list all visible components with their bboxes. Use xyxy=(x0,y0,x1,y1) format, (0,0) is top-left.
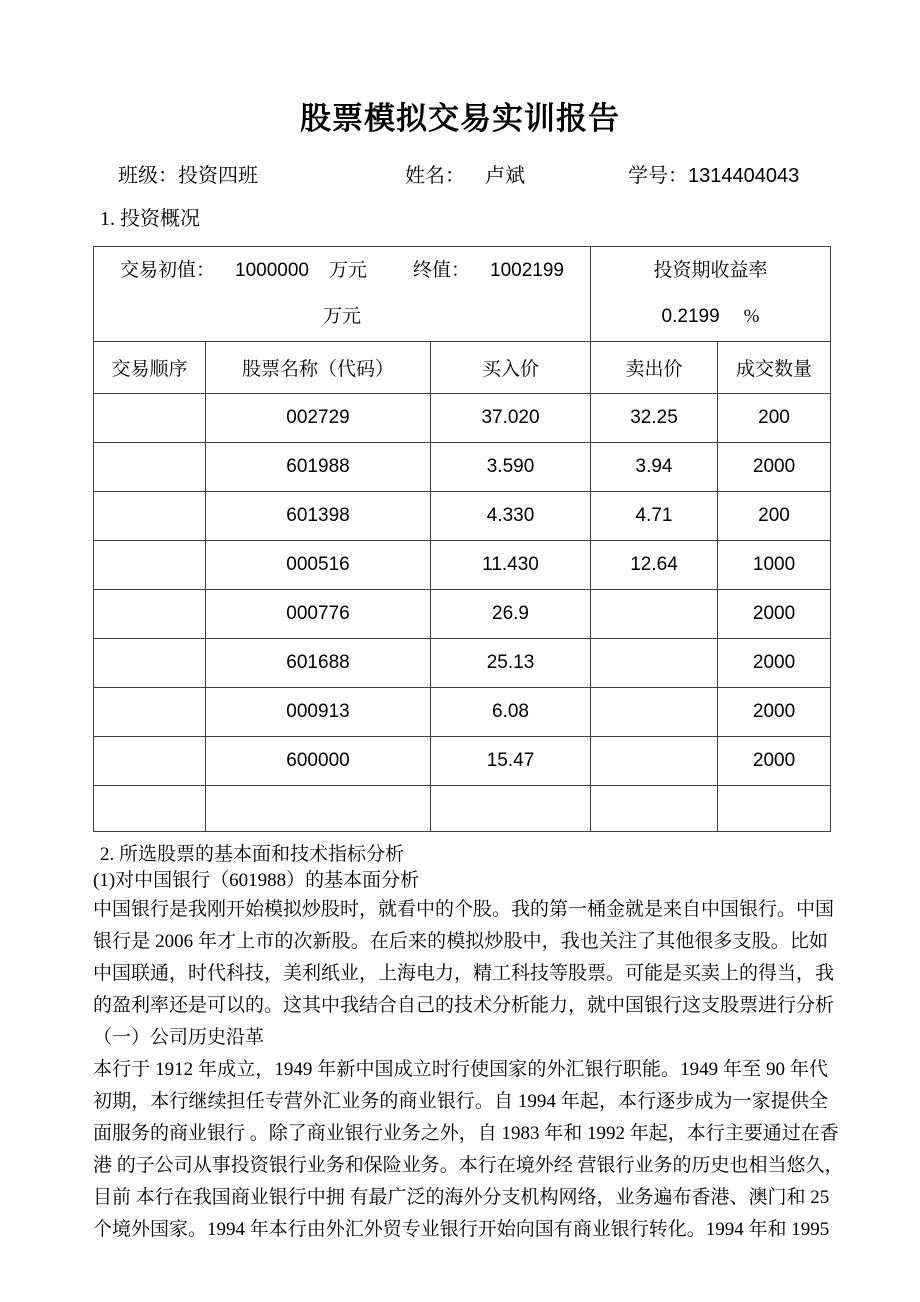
account-values-line2 xyxy=(96,294,588,340)
table-row xyxy=(94,541,831,590)
table-cell-volume: 2000 xyxy=(718,639,831,688)
initial-value-unit: 万元 xyxy=(329,260,368,281)
return-rate-value: 0.2199 xyxy=(661,306,720,327)
table-cell-sell-price xyxy=(591,639,718,688)
table-header-row xyxy=(94,342,831,394)
student-info-line xyxy=(0,162,920,190)
table-cell-sell-price xyxy=(591,786,718,832)
initial-value-label: 交易初值： xyxy=(120,260,216,281)
table-cell-order xyxy=(94,492,206,541)
section2-heading: 2. 所选股票的基本面和技术指标分析 xyxy=(100,844,405,865)
student-id-label: 学号： xyxy=(628,165,688,187)
student-id-field xyxy=(628,162,799,190)
table-cell-stock: 000516 xyxy=(206,541,431,590)
table-cell-sell-price: 12.64 xyxy=(591,541,718,590)
table-cell-volume: 2000 xyxy=(718,737,831,786)
paragraph-line: 港 的子公司从事投资银行业务和保险业务。本行在境外经 营银行业务的历史也相当悠久， xyxy=(93,1155,844,1176)
table-cell-sell-price xyxy=(591,737,718,786)
table-cell-volume: 200 xyxy=(718,394,831,443)
paragraph-line: 中国银行是我刚开始模拟炒股时，就看中的个股。我的第一桶金就是来自中国银行。中国 xyxy=(93,899,835,920)
paragraph-line: 本行于 1912 年成立，1949 年新中国成立时行使国家的外汇银行职能。1949 年至 90 年代 xyxy=(93,1059,828,1080)
table-cell-volume: 1000 xyxy=(718,541,831,590)
table-cell-sell-price: 32.25 xyxy=(591,394,718,443)
column-header-buy-price: 买入价 xyxy=(431,342,591,394)
table-cell-buy-price: 11.430 xyxy=(431,541,591,590)
document-title: 股票模拟交易实训报告 xyxy=(300,101,620,136)
table-cell-volume: 2000 xyxy=(718,688,831,737)
table-row xyxy=(94,492,831,541)
table-cell-volume: 2000 xyxy=(718,443,831,492)
initial-value: 1000000 xyxy=(235,260,309,281)
table-cell-buy-price: 37.020 xyxy=(431,394,591,443)
table-cell-sell-price xyxy=(591,590,718,639)
return-rate-label: 投资期收益率 xyxy=(653,260,768,281)
table-row xyxy=(94,639,831,688)
table-cell-stock xyxy=(206,786,431,832)
table-cell-buy-price: 6.08 xyxy=(431,688,591,737)
analysis-section xyxy=(0,842,920,1246)
table-row xyxy=(94,443,831,492)
table-row xyxy=(94,786,831,832)
table-cell-volume: 200 xyxy=(718,492,831,541)
name-label: 姓名： xyxy=(405,165,465,187)
trading-summary-table xyxy=(93,246,831,832)
table-cell-stock: 601988 xyxy=(206,443,431,492)
table-cell-order xyxy=(94,394,206,443)
final-value-unit: 万元 xyxy=(323,306,362,327)
name-value: 卢斌 xyxy=(485,165,525,187)
table-cell-buy-price: 26.9 xyxy=(431,590,591,639)
name-field xyxy=(405,162,628,190)
final-value: 1002199 xyxy=(490,260,564,281)
table-cell-sell-price: 3.94 xyxy=(591,443,718,492)
final-value-label: 终值： xyxy=(413,260,471,281)
table-cell-order xyxy=(94,639,206,688)
account-summary-row xyxy=(94,247,831,342)
table-cell-order xyxy=(94,688,206,737)
return-rate-unit: % xyxy=(743,306,760,327)
table-cell-buy-price: 3.590 xyxy=(431,443,591,492)
table-cell-buy-price: 4.330 xyxy=(431,492,591,541)
column-header-volume: 成交数量 xyxy=(718,342,831,394)
table-cell-volume: 2000 xyxy=(718,590,831,639)
paragraph-line: 面服务的商业银行 。除了商业银行业务之外，自 1983 年和 1992 年起，本行主要通过在香 xyxy=(93,1123,839,1144)
return-rate-cell xyxy=(591,247,831,342)
paragraph-line: 初期，本行继续担任专营外汇业务的商业银行。自 1994 年起，本行逐步成为一家提供全 xyxy=(93,1091,828,1112)
paragraph-line: 的盈利率还是可以的。这其中我结合自己的技术分析能力，就中国银行这支股票进行分析 xyxy=(93,995,835,1016)
paragraph-line: 个境外国家。1994 年本行由外汇外贸专业银行开始向国有商业银行转化。1994 年和 1995 xyxy=(93,1219,830,1240)
account-values-line1 xyxy=(96,248,588,294)
table-cell-stock: 000776 xyxy=(206,590,431,639)
student-id-value: 1314404043 xyxy=(688,165,800,187)
table-cell-stock: 000913 xyxy=(206,688,431,737)
paragraph-line: 目前 本行在我国商业银行中拥 有最广泛的海外分支机构网络，业务遍布香港、澳门和 25 xyxy=(93,1187,830,1208)
column-header-stock: 股票名称（代码） xyxy=(206,342,431,394)
table-cell-order xyxy=(94,541,206,590)
table-cell-order xyxy=(94,443,206,492)
table-cell-order xyxy=(94,737,206,786)
table-row xyxy=(94,688,831,737)
sub-item-heading: （一）公司历史沿革 xyxy=(93,1027,265,1048)
table-row xyxy=(94,737,831,786)
table-row xyxy=(94,590,831,639)
table-row xyxy=(94,394,831,443)
paragraph-line: 银行是 2006 年才上市的次新股。在后来的模拟炒股中，我也关注了其他很多支股。比如 xyxy=(93,931,828,952)
table-cell-sell-price xyxy=(591,688,718,737)
section2-subheading: (1)对中国银行（601988）的基本面分析 xyxy=(93,870,420,891)
table-cell-order xyxy=(94,590,206,639)
class-label: 班级： xyxy=(118,165,178,187)
class-field xyxy=(118,162,405,190)
table-cell-stock: 002729 xyxy=(206,394,431,443)
table-cell-buy-price: 25.13 xyxy=(431,639,591,688)
class-value: 投资四班 xyxy=(178,165,258,187)
table-cell-volume xyxy=(718,786,831,832)
table-cell-order xyxy=(94,786,206,832)
column-header-order: 交易顺序 xyxy=(94,342,206,394)
section1-heading: 1. 投资概况 xyxy=(100,208,200,230)
table-cell-stock: 601688 xyxy=(206,639,431,688)
table-cell-sell-price: 4.71 xyxy=(591,492,718,541)
table-cell-buy-price: 15.47 xyxy=(431,737,591,786)
table-cell-stock: 601398 xyxy=(206,492,431,541)
table-cell-stock: 600000 xyxy=(206,737,431,786)
paragraph-line: 中国联通，时代科技，美利纸业，上海电力，精工科技等股票。可能是买卖上的得当，我 xyxy=(93,963,835,984)
column-header-sell-price: 卖出价 xyxy=(591,342,718,394)
table-cell-buy-price xyxy=(431,786,591,832)
return-rate-line xyxy=(593,294,828,340)
account-values-cell xyxy=(94,247,591,342)
